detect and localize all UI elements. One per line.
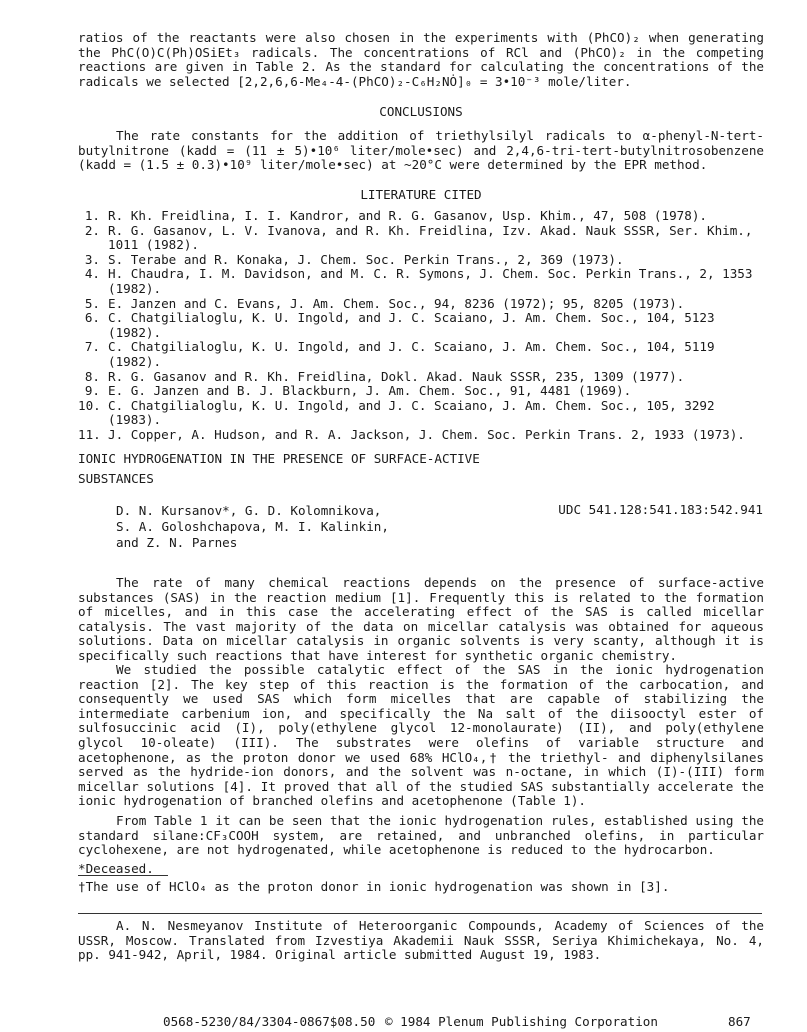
reference-number: 7. (84, 339, 100, 355)
reference-number: 9. (84, 383, 100, 399)
page-number: 867 (728, 1014, 751, 1029)
reference-number: 2. (84, 222, 100, 238)
reference-number: 6. (84, 310, 100, 326)
reference-item (78, 428, 764, 443)
reference-item (78, 340, 764, 369)
reference-item (78, 370, 764, 385)
reference-item (78, 267, 764, 296)
reference-number: 8. (84, 368, 100, 384)
reference-list (78, 209, 764, 443)
footer-copyright: © 1984 Plenum Publishing Corporation (385, 1014, 658, 1029)
body-paragraph: From Table 1 it can be seen that the ionic hydrogenation rules, established using the standard silane:CF₃COOH system, are retained, and unbranched olefins, in particular cyclohexene, are not hydrogenated, while acetophenone is reduced to the hydrocarbon. (78, 813, 764, 858)
reference-number: 4. (84, 266, 100, 282)
reference-text: R. G. Gasanov, L. V. Ivanova, and R. Kh. Freidlina, Izv. Akad. Nauk SSSR, Ser. Khim., 1011 (1982). (108, 222, 753, 253)
reference-text: H. Chaudra, I. M. Davidson, and M. C. R. Symons, J. Chem. Soc. Perkin Trans., 2, 1353 (1982). (108, 266, 753, 296)
reference-text: E. Janzen and C. Evans, J. Am. Chem. Soc., 94, 8236 (1972); 95, 8205 (1973). (108, 295, 685, 311)
udc-code: UDC 541.128:541.183:542.941 (558, 502, 763, 517)
intro-paragraph: ratios of the reactants were also chosen in the experiments with (PhCO)₂ when generating the PhC(O)C(Ph)OSiEt₃ radicals. The concentrations of RCl and (PhCO)₂ in the competing reactions are given in Table 2. As the standard for calculating the concentrations of the radicals we selected [2,2,6,6-Me₄-4-(PhCO)₂-C₆H₂NȮ]₀ = 3•10⁻³ mole/liter. (78, 30, 764, 89)
reference-text: C. Chatgilialoglu, K. U. Ingold, and J. C. Scaiano, J. Am. Chem. Soc., 104, 5123 (1982). (108, 310, 715, 340)
reference-number: 5. (84, 295, 100, 311)
reference-number: 10. (78, 397, 101, 413)
reference-text: R. G. Gasanov and R. Kh. Freidlina, Dokl. Akad. Nauk SSSR, 235, 1309 (1977). (108, 368, 685, 384)
literature-heading: LITERATURE CITED (360, 187, 482, 202)
reference-text: J. Copper, A. Hudson, and R. A. Jackson, J. Chem. Soc. Perkin Trans. 2, 1933 (1973). (108, 426, 745, 442)
reference-item (78, 311, 764, 340)
conclusions-text: The rate constants for the addition of triethylsilyl radicals to α-phenyl-N-tert-butylnitrone (kadd = (11 ± 5)•10⁶ liter/mole•sec) and 2,4,6-tri-tert-butylnitrosobenzene (kadd = (1.5 ± 0.3)•10⁹ liter/mole•sec) at ~20°C were determined by the EPR method. (78, 128, 764, 173)
reference-item (78, 399, 764, 428)
reference-text: C. Chatgilialoglu, K. U. Ingold, and J. C. Scaiano, J. Am. Chem. Soc., 105, 3292 (1983). (108, 397, 715, 428)
reference-text: E. G. Janzen and B. J. Blackburn, J. Am. Chem. Soc., 91, 4481 (1969). (108, 383, 632, 399)
reference-item (78, 209, 764, 224)
reference-text: S. Terabe and R. Konaka, J. Chem. Soc. Perkin Trans., 2, 369 (1973). (108, 251, 624, 267)
affiliation-rule (78, 913, 762, 914)
footnote-deceased: *Deceased. (78, 861, 154, 876)
body-paragraph: The rate of many chemical reactions depends on the presence of surface-active substances (SAS) in the reaction medium [1]. Frequently this is related to the formation of micelles, and in this case the accelerating effect of the SAS is called micellar catalysis. The vast majority of the data on micellar catalysis was obtained for aqueous solutions. Data on micellar catalysis in organic solvents is very scanty, although it is specifically such reactions that have interest for synthetic organic chemistry. (78, 575, 764, 663)
reference-item (78, 297, 764, 312)
body-paragraph: We studied the possible catalytic effect of the SAS in the ionic hydrogenation reaction [2]. The key step of this reaction is the formation of the carbocation, and consequently we used SAS which form micelles that are capable of stabilizing the intermediate carbenium ion, and specifically the Na salt of the diisooctyl ester of sulfosuccinic acid (I), poly(ethylene glycol 12-monolaurate) (II), and poly(ethylene glycol 10-oleate) (III). The substrates were olefins of variable structure and acetophenone, as the proton donor we used 68% HClO₄,† the triethyl- and diphenylsilanes served as the hydride-ion donors, and the solvent was n-octane, in which (I)-(III) form micellar solutions [4]. It proved that all of the studied SAS substantially accelerate the ionic hydrogenation of branched olefins and acetophenone (Table 1). (78, 662, 764, 809)
footer-code: 0568-5230/84/3304-0867$08.50 (163, 1014, 376, 1029)
conclusions-heading: CONCLUSIONS (379, 104, 463, 119)
author-line: S. A. Goloshchapova, M. I. Kalinkin, (116, 519, 389, 534)
reference-number: 3. (84, 251, 100, 267)
reference-number: 11. (78, 426, 101, 442)
article-title: IONIC HYDROGENATION IN THE PRESENCE OF SURFACE-ACTIVE SUBSTANCES (78, 451, 480, 486)
reference-text: R. Kh. Freidlina, I. I. Kandror, and R. G. Gasanov, Usp. Khim., 47, 508 (1978). (108, 208, 707, 223)
reference-item (78, 253, 764, 268)
footnote-perchloric: †The use of HClO₄ as the proton donor in ionic hydrogenation was shown in [3]. (78, 879, 670, 894)
author-list (116, 503, 446, 551)
author-line: and Z. N. Parnes (116, 535, 238, 550)
reference-item (78, 384, 764, 399)
reference-text: C. Chatgilialoglu, K. U. Ingold, and J. C. Scaiano, J. Am. Chem. Soc., 104, 5119 (1982). (108, 339, 715, 369)
author-line: D. N. Kursanov*, G. D. Kolomnikova, (116, 503, 382, 518)
affiliation-note: A. N. Nesmeyanov Institute of Heteroorganic Compounds, Academy of Sciences of the USSR, Moscow. Translated from Izvestiya Akademii Nauk SSSR, Seriya Khimichekaya, No. 4, pp. 941-942, April, 1984. Original article submitted August 19, 1983. (78, 918, 764, 963)
reference-number: 1. (84, 208, 100, 223)
reference-item (78, 224, 764, 253)
